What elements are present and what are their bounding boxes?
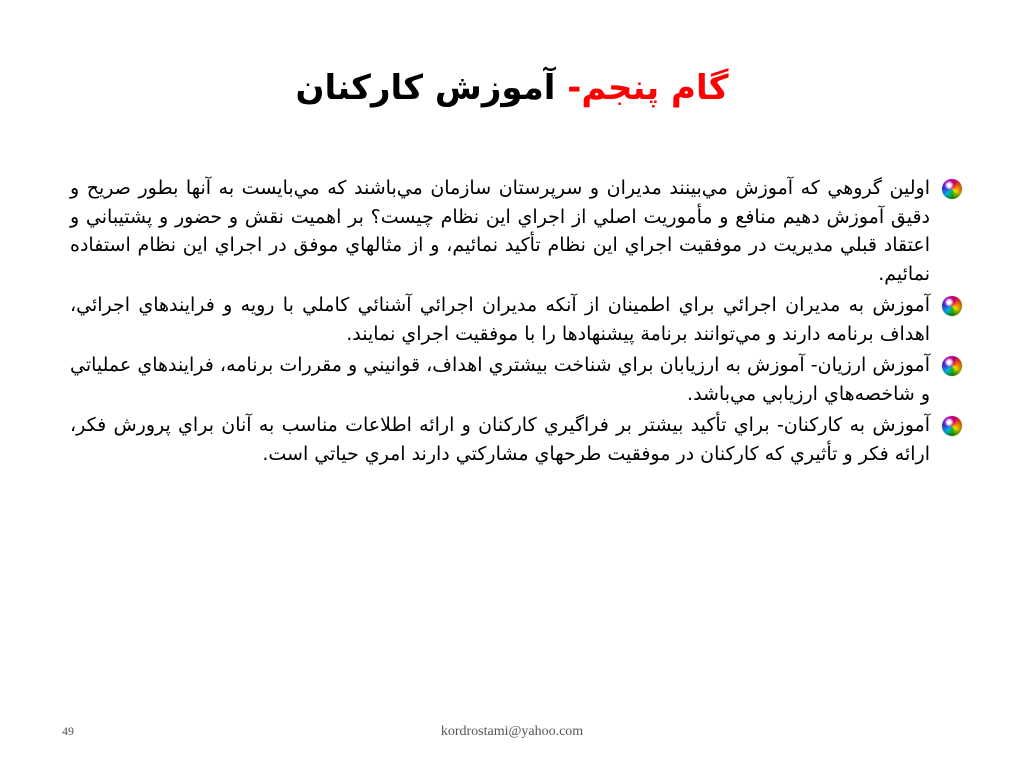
multicolor-sphere-bullet-icon: [942, 416, 962, 436]
slide-title: [0, 66, 1024, 110]
bullet-text: آموزش به مديران اجرائي براي اطمينان از آنكه مديران اجرائي آشنائي كاملي با رويه و فرايندهاي اجرائي، اهداف برنامه دارند و مي‌توانند برنامة پيشنهادها را با موفقيت اجراي نمايند.: [70, 294, 930, 345]
bullet-text: آموزش به كاركنان- براي تأكيد بيشتر بر فراگيري كاركنان و ارائه اطلاعات مناسب به آنان براي پرورش فكر، ارائه فكر و تأثيري كه كاركنان در موفقيت طرحهاي مشاركتي دارند امري حياتي است.: [70, 414, 930, 465]
page-number: 49: [62, 724, 74, 738]
multicolor-sphere-bullet-icon: [942, 356, 962, 376]
bullet-text: آموزش ارزيان- آموزش به ارزيابان براي شناخت بيشتري اهداف، قوانيني و مقررات برنامه، فرايندهاي عملياتي و شاخصه‌هاي ارزيابي مي‌باشد.: [70, 354, 930, 405]
slide-title-topic: آموزش كاركنان: [295, 68, 556, 108]
bullet-item-employees: [70, 411, 964, 468]
bullet-list: [70, 174, 964, 471]
multicolor-sphere-bullet-icon: [942, 179, 962, 199]
multicolor-sphere-bullet-icon: [942, 296, 962, 316]
bullet-item-managers: [70, 174, 964, 288]
bullet-text: اولين گروهي كه آموزش مي‌بينند مديران و سرپرستان سازمان مي‌باشند كه مي‌بايست به آنها بطور صريح و دقيق آموزش دهيم منافع و مأموريت اصلي از اجراي اين نظام چيست؟ بر اهميت نقش و حضور و پشتيباني و اعتقاد قبلي مديريت در موفقيت اجراي اين نظام تأكيد نمائيم، و از مثالهاي موفق در اجراي اين نظام استفاده نمائيم.: [70, 177, 930, 285]
bullet-item-evaluators: [70, 351, 964, 408]
slide-title-step: گام پنجم-: [567, 68, 729, 108]
bullet-item-executive-managers: [70, 291, 964, 348]
footer-email: kordrostami@yahoo.com: [440, 724, 584, 739]
